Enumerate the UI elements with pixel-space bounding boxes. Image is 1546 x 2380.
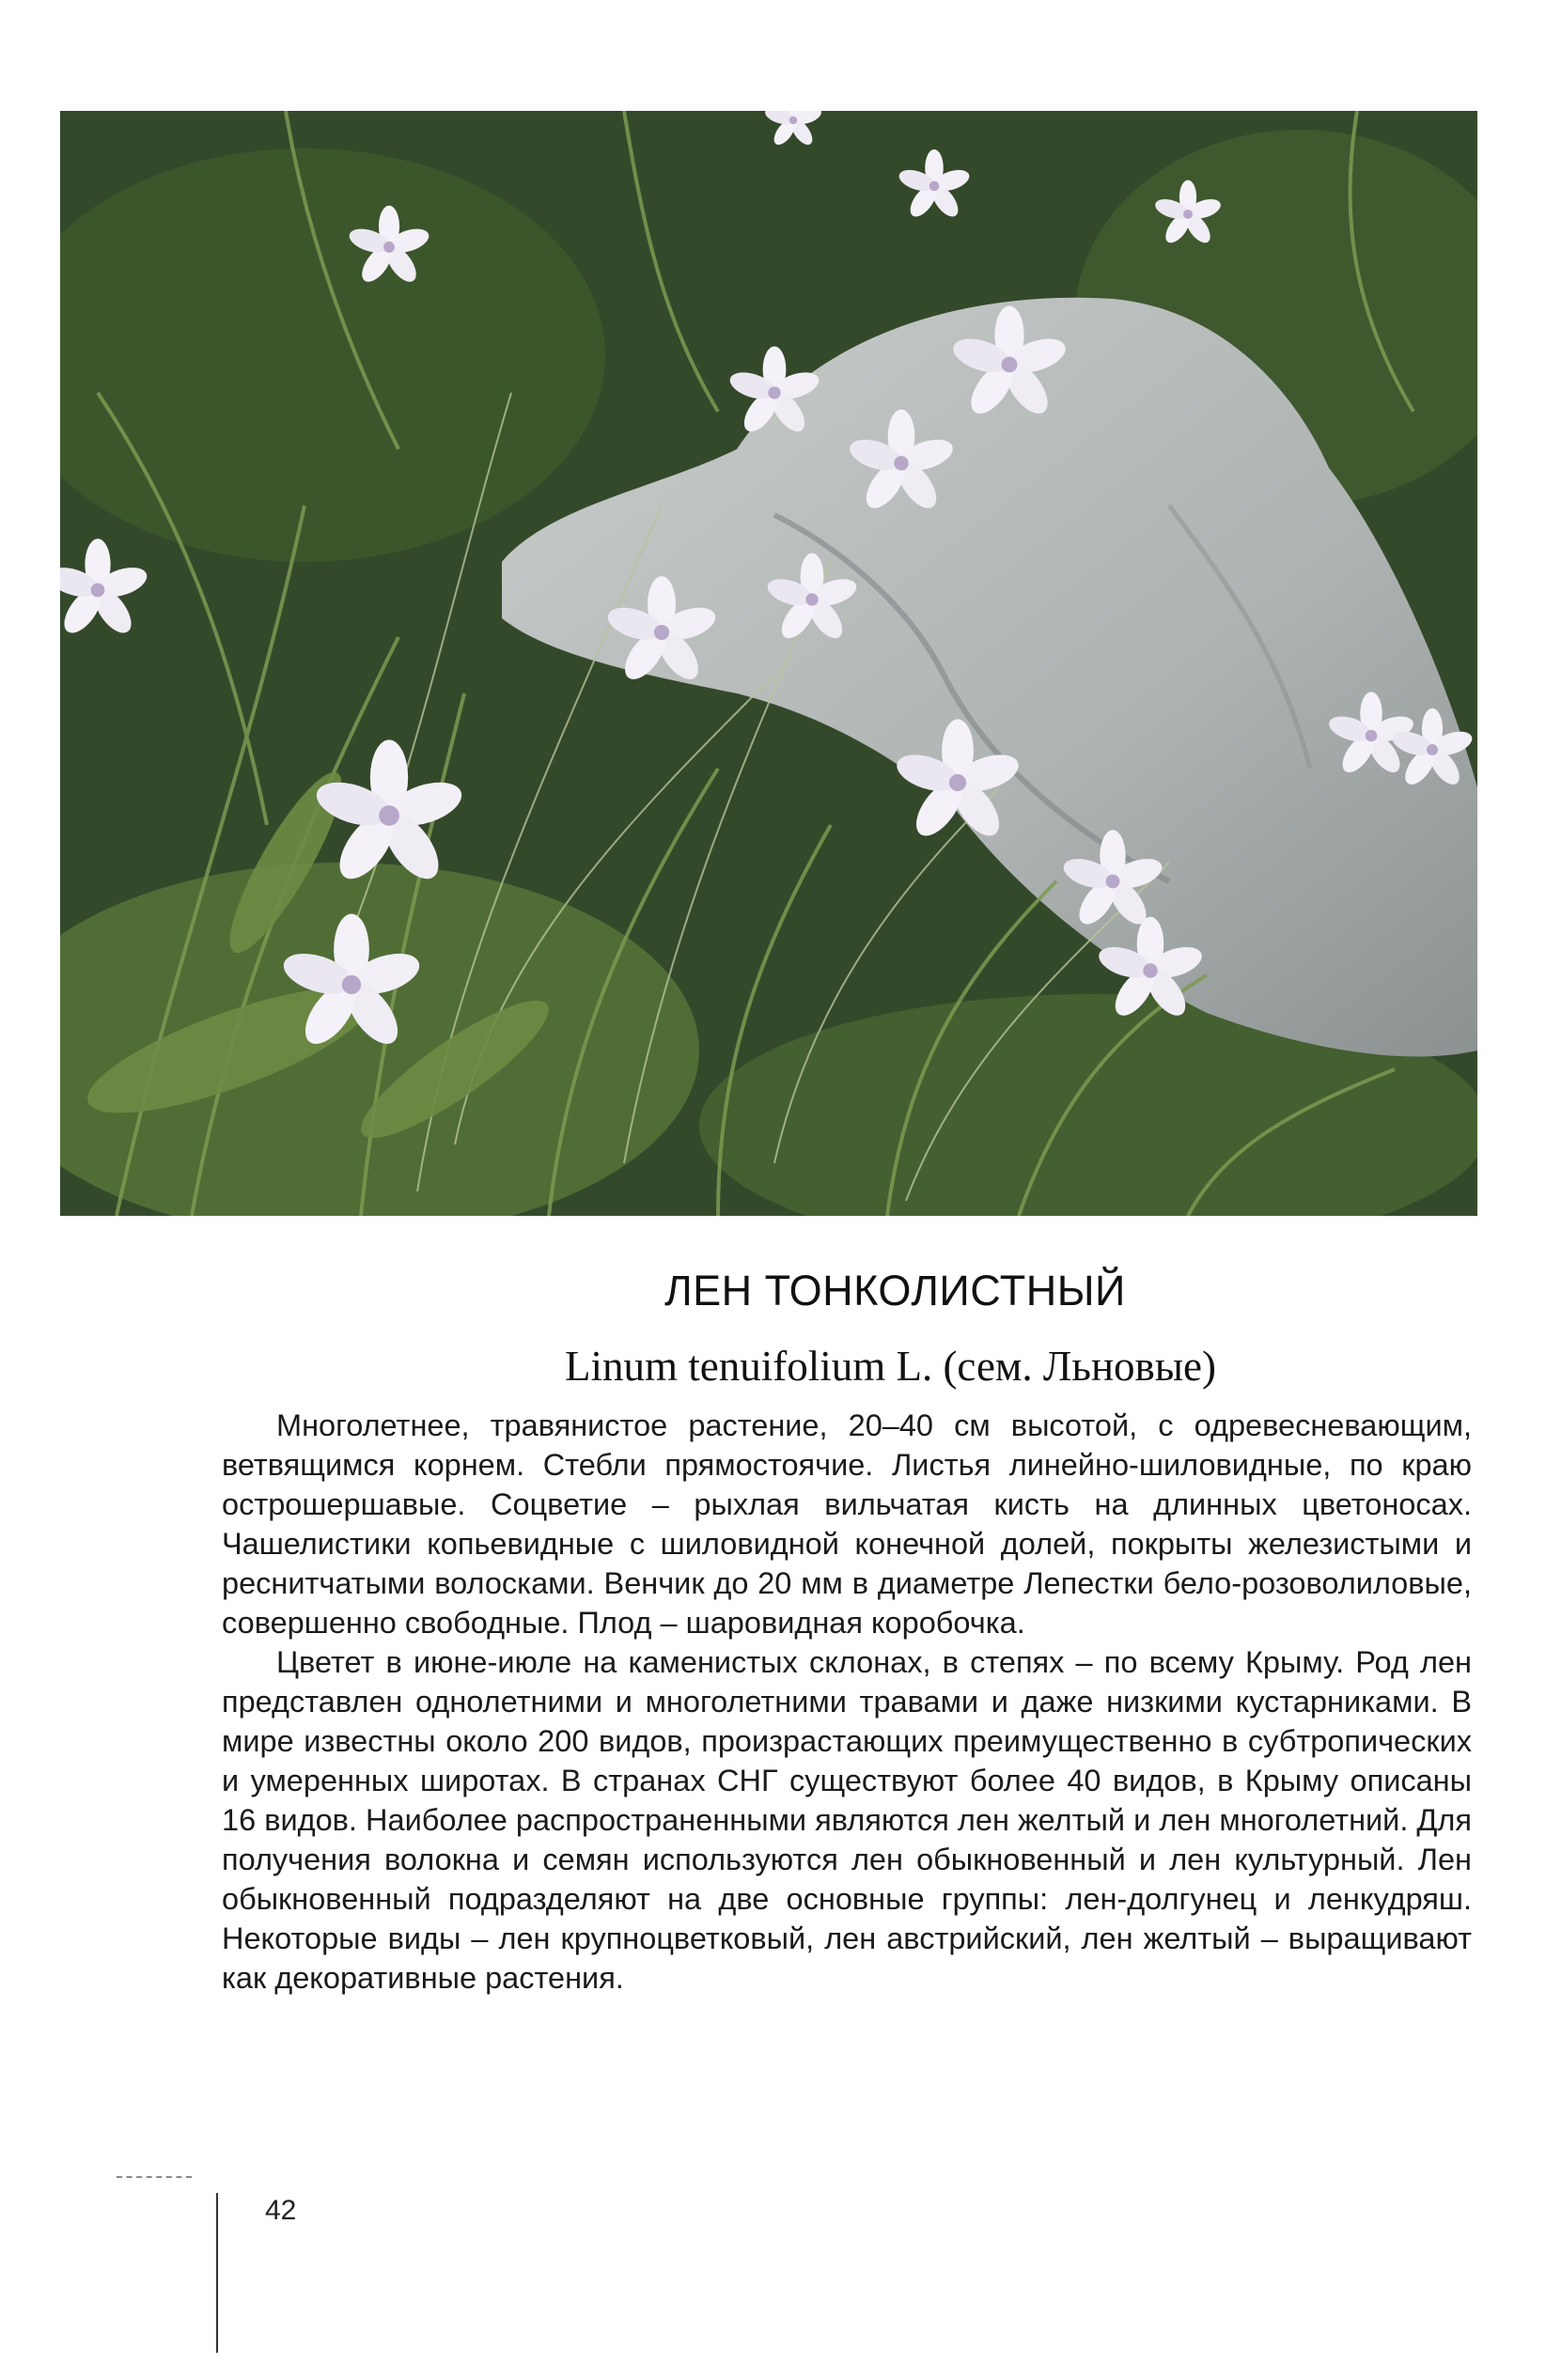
page-number: 42 — [265, 2195, 297, 2226]
species-title-text: ЛЕН ТОНКОЛИСТНЫЙ — [664, 1267, 1126, 1314]
footer-dashes — [117, 2176, 192, 2178]
flax-photo — [60, 111, 1477, 1216]
description-paragraph: Многолетнее, травянистое растение, 20–40 см высотой, с одревесневающим, ветвящимся корнем. Стебли прямостоячие. Листья линейно-шиловидные, по краю острошершавые. Соцветие – рыхлая вильчатая кисть на длинных цветоносах. Чашелистики копьевидные с шиловидной конечной долей, покрыты железистыми и реснитчатыми волосками. Венчик до 20 мм в диаметре Лепестки бело-розоволиловые, совершенно свободные. Плод – шаровидная коробочка. — [222, 1408, 1472, 1640]
flax-photo-illustration — [60, 111, 1477, 1216]
species-latin-name — [0, 1342, 1546, 1391]
species-latin-name-text: Linum tenuifolium L. (сем. Льновые) — [565, 1343, 1216, 1390]
footer-rule — [216, 2193, 218, 2353]
article-body — [222, 1406, 1472, 1998]
species-title — [0, 1267, 1546, 1315]
habitat-paragraph: Цветет в июне-июле на каменистых склонах, в степях – по всему Крыму. Род лен представлен однолетними и многолетними травами и даже низкими кустарниками. В мире известны около 200 видов, произрастающих преимущественно в субтропических и умеренных широтах. В странах СНГ существуют более 40 видов, в Крыму описаны 16 видов. Наиболее распространенными являются лен желтый и лен многолетний. Для получения волокна и семян используются лен обыкновенный и лен культурный. Лен обыкновенный подразделяют на две основные группы: лен-долгунец и ленкудряш. Некоторые виды – лен крупноцветковый, лен австрийский, лен желтый – выращивают как декоративные растения. — [222, 1645, 1472, 1995]
